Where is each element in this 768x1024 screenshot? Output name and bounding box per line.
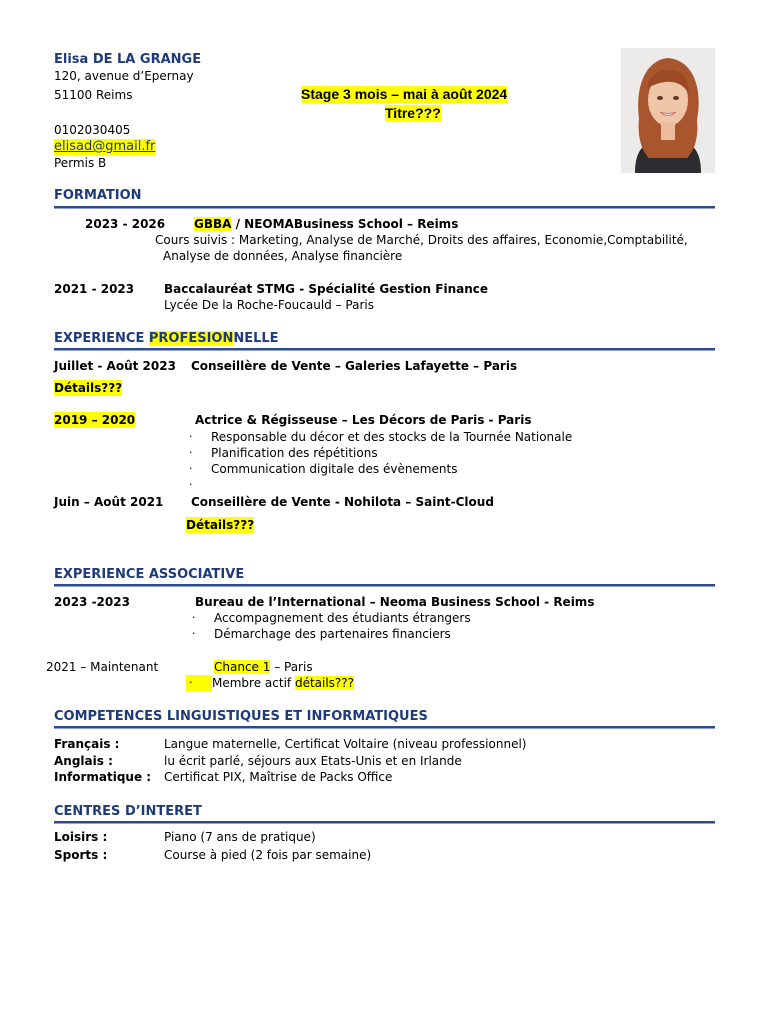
experience-title-part-1: EXPERIENCE	[54, 331, 149, 346]
interest-label-leisure: Loisirs :	[54, 830, 108, 844]
experience-title-part-2: NELLE	[233, 331, 279, 346]
associative-2-org	[214, 659, 313, 675]
section-title-formation: FORMATION	[54, 188, 142, 203]
section-divider	[54, 584, 715, 587]
skill-label-french: Français :	[54, 737, 120, 751]
associative-2-dates: 2021 – Maintenant	[46, 660, 159, 674]
associative-2-org-name: Chance 1	[214, 660, 271, 674]
experience-title-highlight: PROFESION	[148, 331, 234, 346]
interest-label-sports: Sports :	[54, 848, 108, 862]
section-divider	[54, 821, 715, 824]
section-divider	[54, 348, 715, 351]
job-2-bullet-2: Planification des répétitions	[211, 446, 378, 460]
section-divider	[54, 206, 715, 209]
skill-value-french: Langue maternelle, Certificat Voltaire (niveau professionnel)	[164, 737, 527, 751]
associative-1-role: Bureau de l’International – Neoma Business School - Reims	[195, 595, 595, 609]
bullet-icon: ·	[189, 676, 193, 689]
skill-value-it: Certificat PIX, Maîtrise de Packs Office	[164, 770, 393, 784]
associative-2-bullet	[212, 675, 354, 691]
section-divider	[54, 726, 715, 729]
associative-1-bullet-2: Démarchage des partenaires financiers	[214, 627, 451, 641]
associative-2-bullet-details: détails???	[294, 676, 355, 690]
phone-number: 0102030405	[54, 123, 131, 137]
associative-2-bullet-text: Membre actif	[212, 676, 295, 690]
section-title-associative: EXPERIENCE ASSOCIATIVE	[54, 567, 245, 582]
email-link[interactable]: elisad@gmail.fr	[54, 139, 156, 154]
bullet-icon: ·	[192, 611, 196, 624]
bullet-icon: ·	[189, 446, 193, 459]
job-1-role: Conseillère de Vente – Galeries Lafayette – Paris	[191, 359, 518, 373]
job-2-bullet-1: Responsable du décor et des stocks de la Tournée Nationale	[211, 430, 573, 444]
stage-subtitle: Titre???	[385, 105, 441, 121]
associative-1-bullet-1: Accompagnement des étudiants étrangers	[214, 611, 471, 625]
job-2-dates: 2019 – 2020	[54, 413, 136, 427]
associative-2-org-location: – Paris	[270, 660, 313, 674]
bullet-icon: ·	[189, 462, 193, 475]
associative-1-dates: 2023 -2023	[54, 595, 130, 609]
job-1-details: Détails???	[54, 381, 123, 395]
formation-1-courses-line-1: Cours suivis : Marketing, Analyse de Marché, Droits des affaires, Economie,Comptabilité,	[155, 233, 688, 247]
skill-value-english: lu écrit parlé, séjours aux Etats-Unis et en Irlande	[164, 754, 462, 768]
interest-value-sports: Course à pied (2 fois par semaine)	[164, 848, 372, 862]
stage-title: Stage 3 mois – mai à août 2024	[301, 86, 508, 102]
formation-2-school: Lycée De la Roche-Foucauld – Paris	[164, 298, 374, 312]
job-3-dates: Juin – Août 2021	[54, 495, 164, 509]
driving-license: Permis B	[54, 156, 107, 170]
address-line-2: 51100 Reims	[54, 88, 133, 102]
skill-label-it: Informatique :	[54, 770, 152, 784]
section-title-skills: COMPETENCES LINGUISTIQUES ET INFORMATIQUES	[54, 709, 428, 724]
section-title-interests: CENTRES D’INTERET	[54, 804, 202, 819]
bullet-icon: ·	[192, 627, 196, 640]
job-1-dates: Juillet - Août 2023	[54, 359, 176, 373]
formation-1-title	[194, 216, 458, 232]
job-2-bullet-3: Communication digitale des évènements	[211, 462, 458, 476]
interest-value-leisure: Piano (7 ans de pratique)	[164, 830, 316, 844]
formation-1-years: 2023 - 2026	[85, 217, 166, 231]
address-line-1: 120, avenue d’Epernay	[54, 69, 194, 83]
formation-2-years: 2021 - 2023	[54, 282, 135, 296]
formation-1-school: / NEOMABusiness School – Reims	[231, 217, 459, 231]
job-3-role: Conseillère de Vente - Nohilota – Saint-Cloud	[191, 495, 494, 509]
bullet-icon: ·	[189, 478, 193, 491]
job-2-role: Actrice & Régisseuse – Les Décors de Paris - Paris	[195, 413, 532, 427]
candidate-name: Elisa DE LA GRANGE	[54, 52, 202, 67]
job-3-details: Détails???	[186, 518, 255, 532]
skill-label-english: Anglais :	[54, 754, 113, 768]
formation-1-courses-line-2: Analyse de données, Analyse financière	[163, 249, 403, 263]
bullet-icon: ·	[189, 430, 193, 443]
formation-2-degree: Baccalauréat STMG - Spécialité Gestion Finance	[164, 282, 489, 296]
formation-1-degree: GBBA	[194, 217, 232, 231]
profile-photo	[621, 48, 715, 173]
section-title-experience	[54, 331, 279, 347]
